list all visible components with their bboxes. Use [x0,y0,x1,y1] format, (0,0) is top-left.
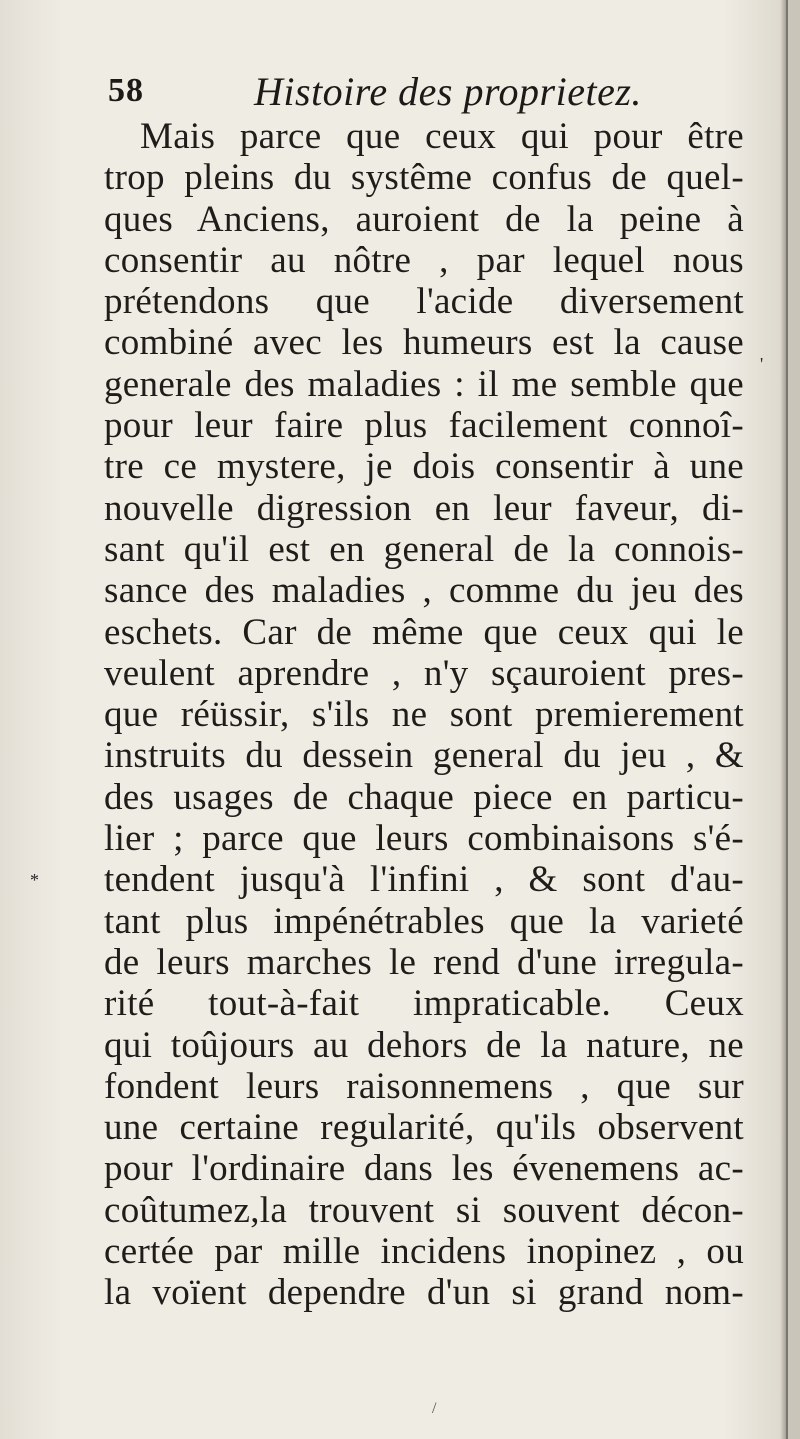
text-line: sance des maladies , comme du jeu des [104,570,744,612]
margin-asterisk-mark: * [30,870,39,890]
text-line: consentir au nôtre , par lequel nous [104,239,744,281]
text-line: eschets. Car de même que ceux qui le [104,611,744,653]
text-line: instruits du dessein general du jeu , & [104,735,744,777]
body-text [104,116,744,1314]
text-line: sant qu'il est en general de la connois- [104,528,744,570]
page-number: 58 [108,72,144,109]
text-line: tre ce mystere, je dois consentir à une [104,446,744,488]
text-line: de leurs marches le rend d'une irregula- [104,941,744,983]
text-line: fondent leurs raisonnemens , que sur [104,1065,744,1107]
margin-tick-mark: ' [760,354,764,374]
text-line: tant plus impénétrables que la varieté [104,900,744,942]
text-line: coûtumez,la trouvent si souvent décon- [104,1189,744,1231]
text-line: generale des maladies : il me semble que [104,363,744,405]
text-line: nouvelle digression en leur faveur, di- [104,487,744,529]
running-title: Histoire des proprietez. [254,69,642,114]
bottom-slash-mark: / [432,1400,437,1417]
text-line: pour l'ordinaire dans les évenemens ac- [104,1148,744,1190]
page-header [108,66,748,116]
text-line: certée par mille incidens inopinez , ou [104,1231,744,1273]
text-line: rité tout-à-fait impraticable. Ceux [104,983,744,1025]
text-line: lier ; parce que leurs combinaisons s'é- [104,818,744,860]
text-line: ques Anciens, auroient de la peine à [104,198,744,240]
text-line: trop pleins du systême confus de quel- [104,157,744,199]
text-line: combiné avec les humeurs est la cause [104,322,744,364]
text-line: une certaine regularité, qu'ils observent [104,1107,744,1149]
text-line: veulent aprendre , n'y sçauroient pres- [104,652,744,694]
text-line: la voïent dependre d'un si grand nom- [104,1272,744,1314]
text-line: qui toûjours au dehors de la nature, ne [104,1024,744,1066]
text-line: pour leur faire plus facilement connoî- [104,405,744,447]
text-line: des usages de chaque piece en particu- [104,776,744,818]
text-line: Mais parce que ceux qui pour être [140,116,744,157]
text-line: que réüssir, s'ils ne sont premierement [104,694,744,736]
text-line: tendent jusqu'à l'infini , & sont d'au- [104,859,744,901]
text-line: prétendons que l'acide diversement [104,281,744,323]
